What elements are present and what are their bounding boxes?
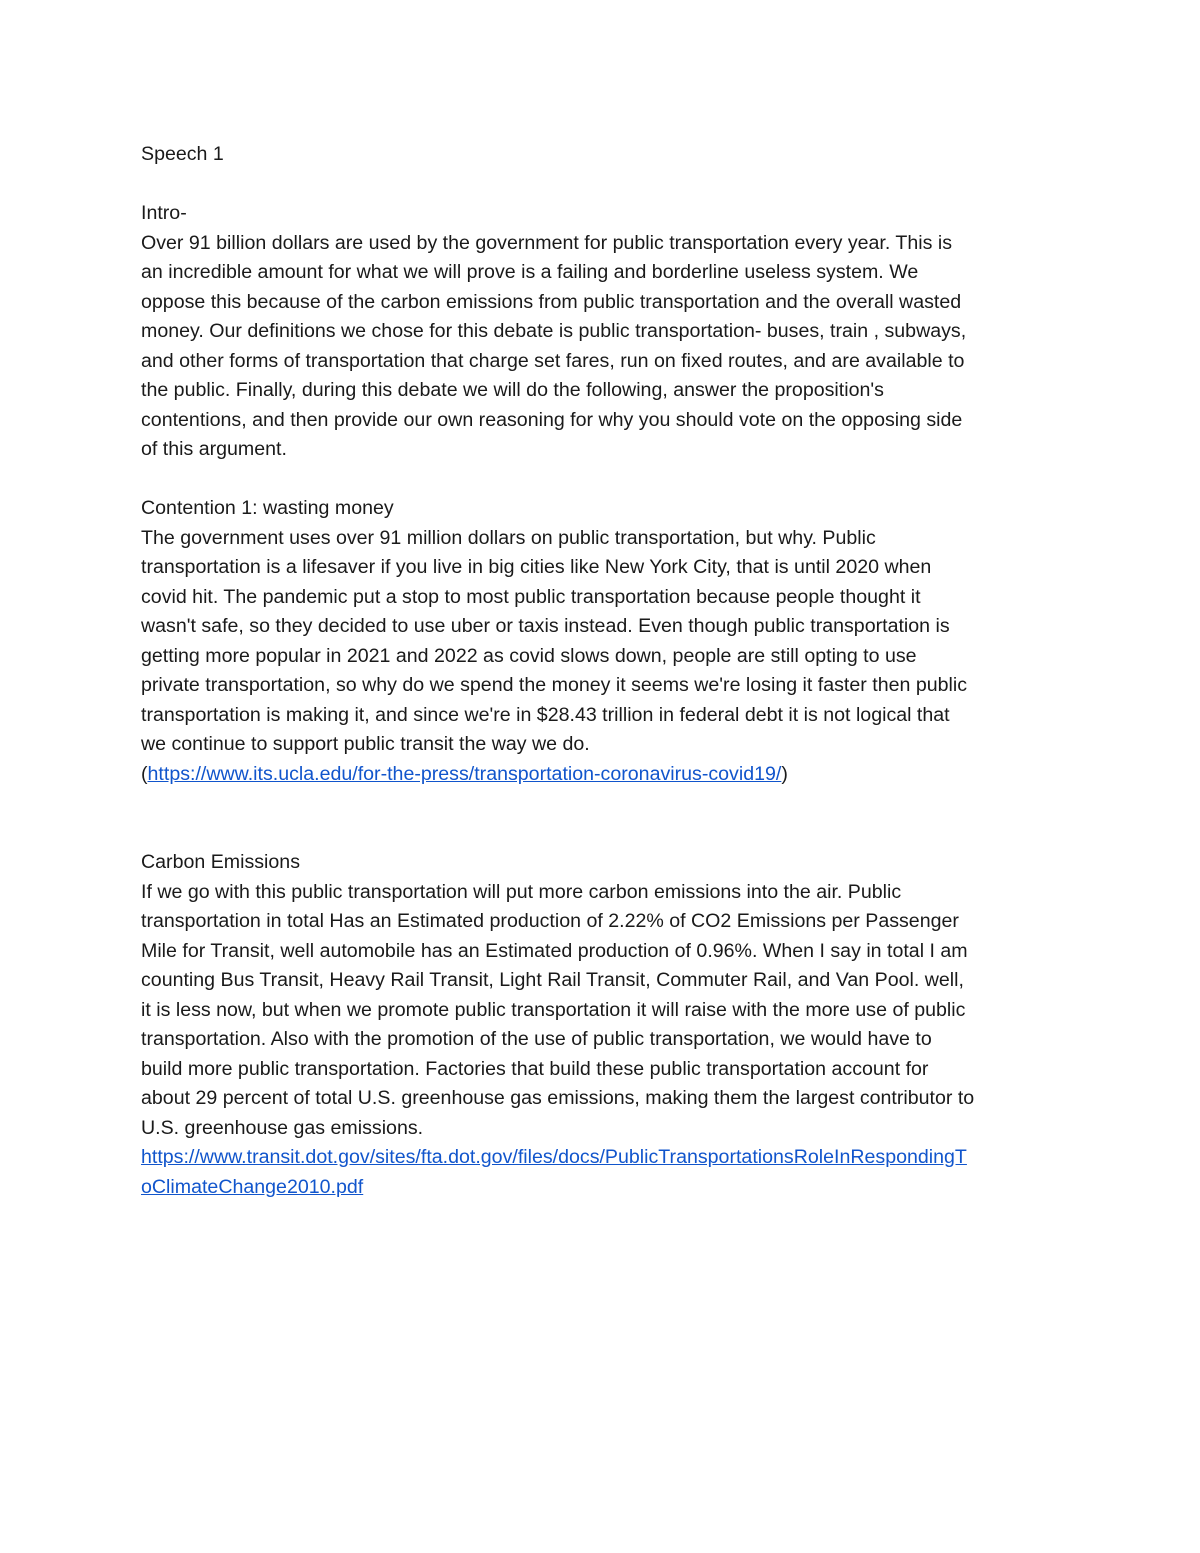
contention1-line: we continue to support public transit the way we do. xyxy=(141,733,590,755)
contention1-heading: Contention 1: wasting money xyxy=(141,497,394,519)
contention1-line: transportation is a lifesaver if you live in big cities like New York City, that is until 2020 when xyxy=(141,556,932,578)
source-link-transit-continued[interactable]: oClimateChange2010.pdf xyxy=(141,1175,364,1198)
document-title: Speech 1 xyxy=(141,143,224,165)
document-body xyxy=(141,140,1066,1202)
source-link-ucla[interactable]: https://www.its.ucla.edu/for-the-press/transportation-coronavirus-covid19/ xyxy=(147,762,782,785)
spacer xyxy=(141,170,1066,200)
contention1-line: covid hit. The pandemic put a stop to most public transportation because people thought it xyxy=(141,585,921,608)
carbon-source-line xyxy=(141,1143,1066,1173)
contention1-line: getting more popular in 2021 and 2022 as covid slows down, people are still opting to use xyxy=(141,644,917,667)
carbon-line: transportation in total Has an Estimated production of 2.22% of CO2 Emissions per Passenger xyxy=(141,910,959,932)
spacer xyxy=(141,819,1066,849)
intro-line: oppose this because of the carbon emissions from public transportation and the overall wasted xyxy=(141,290,962,313)
spacer xyxy=(141,789,1066,819)
carbon-source-line xyxy=(141,1173,1066,1203)
intro-line: an incredible amount for what we will prove is a failing and borderline useless system. We xyxy=(141,261,919,283)
carbon-line: If we go with this public transportation will put more carbon emissions into the air. Public xyxy=(141,880,902,903)
carbon-line: counting Bus Transit, Heavy Rail Transit, Light Rail Transit, Commuter Rail, and Van Pool. well, xyxy=(141,969,964,991)
intro-line: of this argument. xyxy=(141,438,287,460)
carbon-line: it is less now, but when we promote public transportation it will raise with the more use of public xyxy=(141,998,966,1021)
spacer xyxy=(141,465,1066,495)
contention1-line: transportation is making it, and since we're in $28.43 trillion in federal debt it is not logical that xyxy=(141,703,950,726)
paren-close: ) xyxy=(781,762,788,785)
carbon-line: about 29 percent of total U.S. greenhouse gas emissions, making them the largest contributor to xyxy=(141,1087,975,1109)
intro-heading: Intro- xyxy=(141,202,187,224)
carbon-heading: Carbon Emissions xyxy=(141,851,300,873)
contention1-line: The government uses over 91 million dollars on public transportation, but why. Public xyxy=(141,526,876,549)
intro-line: money. Our definitions we chose for this debate is public transportation- buses, train , subways, xyxy=(141,320,967,342)
contention1-source xyxy=(141,760,1066,790)
carbon-line: transportation. Also with the promotion of the use of public transportation, we would have to xyxy=(141,1028,932,1050)
intro-line: contentions, and then provide our own reasoning for why you should vote on the opposing side xyxy=(141,408,963,431)
source-link-transit[interactable]: https://www.transit.dot.gov/sites/fta.dot.gov/files/docs/PublicTransportationsRoleInRespondingT xyxy=(141,1146,967,1168)
intro-line: Over 91 billion dollars are used by the government for public transportation every year. This is xyxy=(141,231,953,254)
intro-line: and other forms of transportation that charge set fares, run on fixed routes, and are available to xyxy=(141,349,965,372)
contention1-line: private transportation, so why do we spend the money it seems we're losing it faster then public xyxy=(141,674,968,696)
carbon-line: build more public transportation. Factories that build these public transportation account for xyxy=(141,1057,929,1080)
contention1-line: wasn't safe, so they decided to use uber or taxis instead. Even though public transportation is xyxy=(141,615,950,637)
carbon-line: U.S. greenhouse gas emissions. xyxy=(141,1116,424,1139)
carbon-line: Mile for Transit, well automobile has an Estimated production of 0.96%. When I say in total I am xyxy=(141,939,968,962)
intro-line: the public. Finally, during this debate we will do the following, answer the proposition's xyxy=(141,379,884,401)
paren-open: ( xyxy=(141,762,148,785)
